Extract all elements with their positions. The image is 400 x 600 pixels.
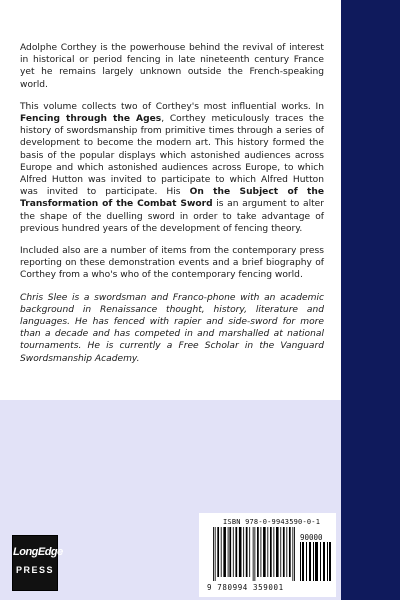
addon-barcode-bars	[300, 542, 332, 581]
publisher-logo	[12, 535, 63, 591]
logo-bottom-text: PRESS	[15, 565, 54, 575]
works-text-2: , Corthey meticulously traces the history of swordsmanship from primitive times through a series of development to become the modern art. This history formed the basis of the popular displays which astonished audiences across Europe and which astonished audiences across Europe, to which Alfred Hutton was invited to participate to which Alfred Hutton was invited to participate. His	[20, 114, 324, 198]
title-transformation-combat-sword: On the Subject of the Transformation of the Combat Sword	[20, 187, 324, 210]
barcode-bars	[213, 527, 295, 581]
isbn-label: ISBN 978-0-9943590-0-1	[223, 518, 321, 526]
contents-paragraph: Included also are a number of items from the contemporary press reporting on these demonstration events and a brief biography of Corthey from a who's who of the contemporary fencing world.	[20, 246, 324, 281]
works-text-3: is an argument to alter the shape of the duelling sword in order to take advantage of previous hundred years of the development of fencing theory.	[20, 199, 324, 234]
title-fencing-through-the-ages: Fencing through the Ages	[20, 114, 162, 125]
works-text-1: This volume collects two of Corthey's most influential works. In	[20, 101, 324, 112]
intro-paragraph: Adolphe Corthey is the powerhouse behind the revival of interest in historical or period fencing in late nineteenth century France yet he remains largely unknown outside the French-speaking world.	[20, 43, 324, 90]
back-cover-blurb	[20, 42, 324, 375]
works-paragraph	[20, 101, 324, 235]
price-code: 90000	[300, 533, 323, 542]
barcode-digits: 9 780994 359001	[207, 583, 284, 592]
logo-top-text: LongEdge	[13, 546, 63, 558]
author-bio: Chris Slee is a swordsman and Franco-phone with an academic background in Renaissance thought, history, literature and languages. He has fenced with rapier and side-sword for more than a decade and has competed in and marshalled at national tournaments. He is currently a Free Scholar in the Vanguard Swordsmanship Academy.	[20, 292, 324, 364]
isbn-barcode	[199, 513, 336, 597]
